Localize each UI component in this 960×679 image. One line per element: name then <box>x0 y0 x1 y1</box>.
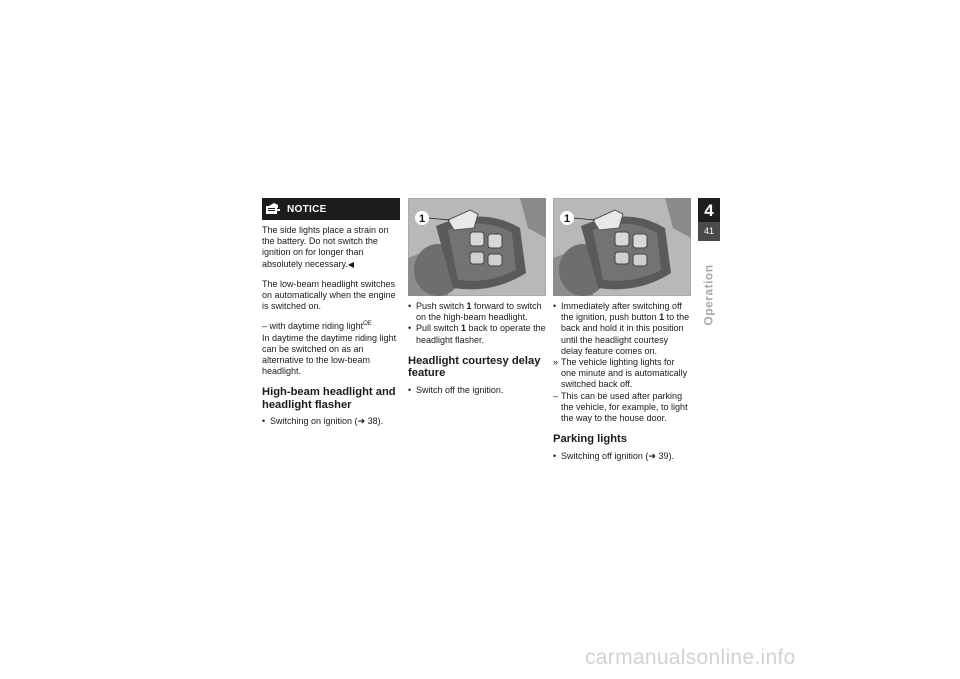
heading-courtesy-delay: Headlight courtesy delay feature <box>408 354 541 380</box>
page-ref-link[interactable]: 38). <box>367 416 384 427</box>
watermark: carmanualsonline.info <box>585 646 796 669</box>
heading-parking-lights: Parking lights <box>553 433 627 446</box>
column-1 <box>262 198 400 428</box>
heading-high-beam: High-beam headlight and headlight flasher <box>262 386 396 411</box>
notice-body: The side lights place a strain on the battery. Do not switch the ignition on for longer than absolutely necessary.◀ <box>262 225 389 269</box>
dash-item: – This can be used after parking the vehicle, for example, to light the way to the house door. <box>553 390 688 424</box>
notice-title: NOTICE <box>287 203 327 215</box>
figure-label-1: 1 <box>563 213 571 225</box>
handlebar-switch-photo <box>553 198 691 296</box>
page-number: 41 <box>703 226 714 236</box>
page-ref-arrow-icon: ➜ <box>648 450 656 461</box>
column-2 <box>408 198 546 396</box>
paragraph-low-beam: The low-beam headlight switches on automatically when the engine is switched on. <box>262 278 396 312</box>
notice-hand-icon <box>265 203 281 216</box>
column-3 <box>553 198 691 462</box>
list-item: • Push switch 1 forward to switch on the high-beam headlight. <box>408 301 542 323</box>
list-item: • Switching on ignition (➜ 38). <box>262 416 384 427</box>
handlebar-switch-photo <box>408 198 546 296</box>
list-item: • Pull switch 1 back to operate the headlight flasher. <box>408 323 546 345</box>
paragraph-daytime: In daytime the daytime riding light can be switched on as an alternative to the low-beam headlight. <box>262 332 397 377</box>
chapter-number: 4 <box>704 201 714 220</box>
list-item: • Immediately after switching off the ignition, push button 1 to the back and hold it in this position until the headlight courtesy delay feature comes on. <box>553 301 690 356</box>
notice-banner <box>262 198 400 220</box>
result-item: » The vehicle lighting lights for one minute and is automatically switched back off. <box>553 357 688 390</box>
figure-label-1: 1 <box>418 213 426 225</box>
list-item: • Switching off ignition (➜ 39). <box>553 450 674 461</box>
section-label: Operation <box>702 264 717 326</box>
list-item: • Switch off the ignition. <box>408 384 504 395</box>
page-ref-arrow-icon: ➜ <box>357 416 366 427</box>
page-ref-link[interactable]: 39). <box>658 450 674 461</box>
option-daytime-riding-light: – with daytime riding light$^{OE}$ <box>262 321 372 332</box>
